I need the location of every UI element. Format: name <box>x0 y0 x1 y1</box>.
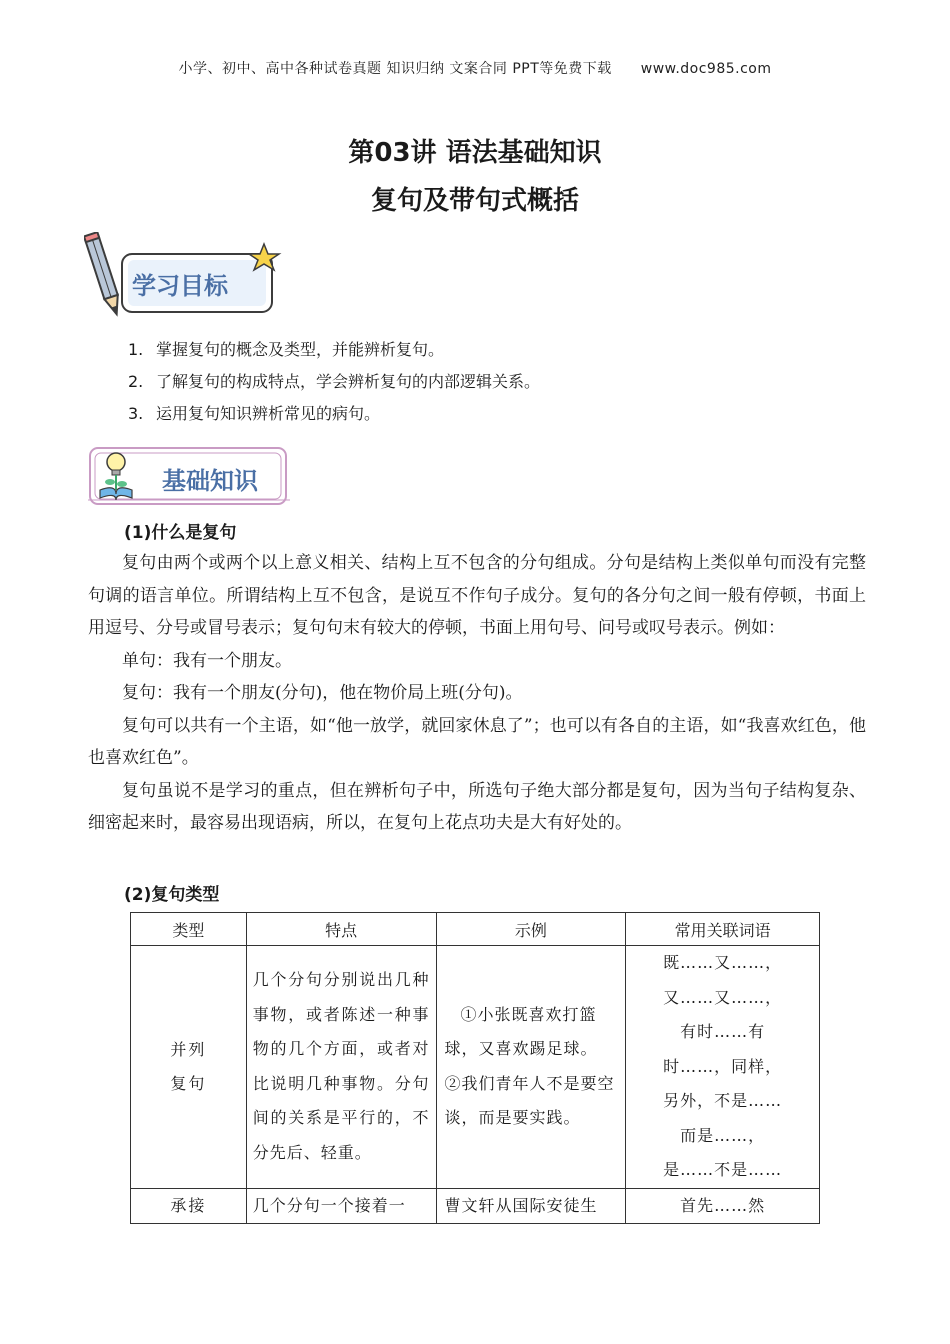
section-heading: (1)什么是复句 <box>124 523 237 543</box>
list-item: 3. 运用复句知识辨析常见的病句。 <box>128 404 381 423</box>
header-url[interactable]: www.doc985.com <box>640 61 772 77</box>
goals-badge-label: 学习目标 <box>132 272 228 300</box>
feature-cell: 几个分句一个接着一 <box>246 1188 436 1224</box>
list-item: 1. 掌握复句的概念及类型，并能辨析复句。 <box>128 340 445 359</box>
goals-badge <box>84 232 284 322</box>
conjunction-cell: 既……又……， 又……又……， 有时……有 时……，同样， 另外，不是…… 而是……， 是……不是…… <box>626 946 820 1189</box>
section-heading: (2)复句类型 <box>124 885 220 905</box>
table-header-row <box>131 913 820 946</box>
table-row <box>131 946 820 1189</box>
page-title: 第03讲 语法基础知识 <box>348 138 602 168</box>
page-header <box>0 58 950 78</box>
basics-badge-label: 基础知识 <box>162 467 258 495</box>
paragraph: 复句由两个或两个以上意义相关、结构上互不包含的分句组成。分句是结构上类似单句而没有完整句调的语言单位。所谓结构上互不包含，是说互不作句子成分。复句的各分句之间一般有停顿，书面上用逗号、分号或冒号表示；复句句末有较大的停顿，书面上用句号、问号或叹号表示。例如： <box>88 553 866 638</box>
page-subtitle: 复句及带句式概括 <box>370 186 579 216</box>
paragraph: 复句可以共有一个主语，如“他一放学，就回家休息了”；也可以有各自的主语，如“我喜欢红色，他也喜欢红色”。 <box>88 715 866 768</box>
list-item: 2. 了解复句的构成特点，学会辨析复句的内部逻辑关系。 <box>128 372 541 391</box>
paragraph: 复句虽说不是学习的重点，但在辨析句子中，所选句子绝大部分都是复句，因为当句子结构复杂、细密起来时，最容易出现语病，所以，在复句上花点功夫是大有好处的。 <box>88 780 866 833</box>
table-header: 常用关联词语 <box>626 913 820 946</box>
table-header: 特点 <box>246 913 436 946</box>
example-cell: 曹文轩从国际安徒生 <box>436 1188 626 1224</box>
table-header: 示例 <box>436 913 626 946</box>
type-cell: 承接 <box>131 1188 247 1224</box>
table-header: 类型 <box>131 913 247 946</box>
feature-cell: 几个分句分别说出几种事物，或者陈述一种事物的几个方面，或者对比说明几种事物。分句间的关系是平行的，不分先后、轻重。 <box>246 946 436 1189</box>
conjunction-cell: 首先……然 <box>626 1188 820 1224</box>
clause-types-table <box>130 912 820 1224</box>
basics-badge <box>88 444 290 508</box>
body-text <box>88 547 866 840</box>
goals-list <box>128 334 540 430</box>
paragraph: 单句：我有一个朋友。 <box>122 650 292 671</box>
table-row <box>131 1188 820 1224</box>
example-cell: ①小张既喜欢打篮球，又喜欢踢足球。 ②我们青年人不是要空谈，而是要实践。 <box>436 946 626 1189</box>
paragraph: 复句：我有一个朋友(分句)，他在物价局上班(分句)。 <box>122 683 523 703</box>
type-cell: 并列 复句 <box>131 946 247 1189</box>
header-text: 小学、初中、高中各种试卷真题 知识归纳 文案合同 PPT等免费下载 <box>178 61 612 77</box>
